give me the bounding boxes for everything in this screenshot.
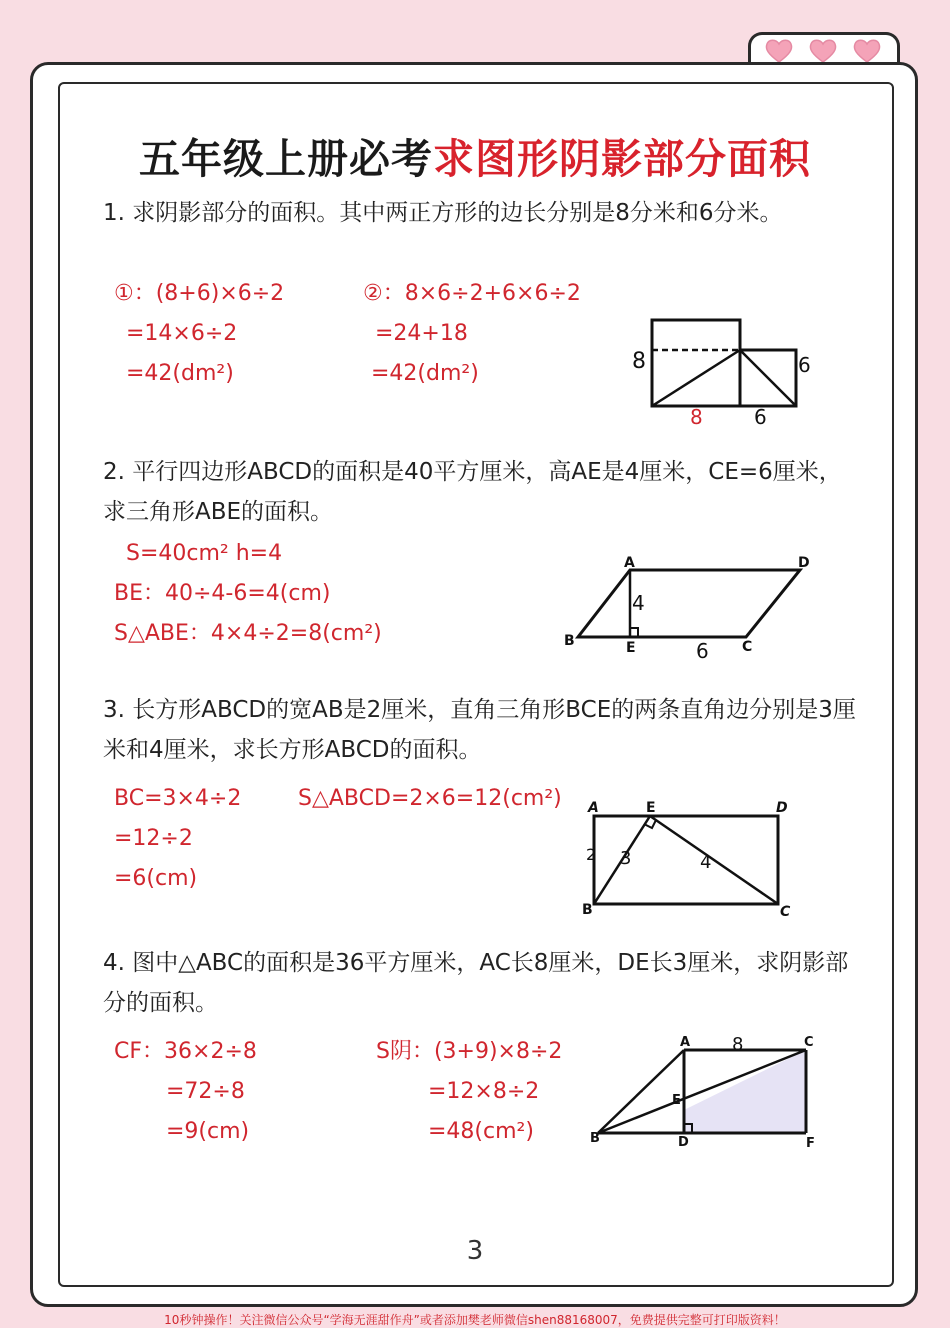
question-2: 2. 平行四边形ABCD的面积是40平方厘米，高AE是4厘米，CE=6厘米，求三角形ABE的面积。: [103, 459, 842, 525]
diagonal-1: [652, 350, 740, 406]
answer-line: =6(cm): [114, 866, 198, 891]
label: D: [776, 800, 788, 816]
label: D: [798, 555, 810, 571]
answer-line: S△ABE：4×4÷2=8(cm²): [114, 621, 382, 646]
heart-icon: [808, 38, 838, 64]
parallelogram: [578, 570, 800, 637]
heart-icon: [764, 38, 794, 64]
page-number: 3: [466, 1236, 484, 1266]
label: A: [680, 1035, 691, 1050]
label: B: [582, 902, 593, 918]
label: 8: [732, 1034, 744, 1055]
answer-line: S阴：(3+9)×8÷2: [376, 1039, 563, 1064]
answer-line: S=40cm² h=4: [126, 541, 283, 566]
question-1: 1. 求阴影部分的面积。其中两正方形的边长分别是8分米和6分米。: [103, 200, 783, 226]
label: B: [564, 633, 575, 649]
square-large: [652, 320, 740, 406]
figure-2: [560, 552, 820, 664]
title-black: 五年级上册必考: [139, 135, 433, 183]
answer-1-method-1: [114, 274, 284, 394]
question-4: 4. 图中△ABC的面积是36平方厘米，AC长8厘米，DE长3厘米，求阴影部分的面积。: [103, 950, 849, 1016]
diagonal-2: [740, 350, 796, 406]
answer-line: =12÷2: [114, 826, 193, 851]
label: E: [626, 640, 636, 656]
label: 3: [620, 848, 632, 869]
answer-line: ②：8×6÷2+6×6÷2: [363, 281, 581, 306]
label: C: [804, 1035, 814, 1050]
answer-line: =48(cm²): [428, 1119, 534, 1144]
label: F: [806, 1136, 815, 1151]
answer-line: =9(cm): [166, 1119, 250, 1144]
label: 4: [700, 852, 712, 873]
answer-line: CF：36×2÷8: [114, 1039, 257, 1064]
heart-icon: [852, 38, 882, 64]
label: E: [646, 800, 656, 816]
label: 6: [754, 405, 767, 429]
label: A: [588, 800, 599, 816]
question-3: 3. 长方形ABCD的宽AB是2厘米，直角三角形BCE的两条直角边分别是3厘米和4厘米，求长方形ABCD的面积。: [103, 697, 856, 763]
label: C: [780, 904, 791, 920]
answer-2: [114, 534, 382, 654]
answer-line: =24+18: [375, 321, 468, 346]
label: 6: [696, 639, 709, 663]
answer-line: =14×6÷2: [126, 321, 238, 346]
figure-3: [576, 796, 806, 920]
label: C: [742, 639, 753, 655]
answer-line: BC=3×4÷2: [114, 786, 242, 811]
label: 8: [690, 405, 703, 429]
answer-3-method-2: [298, 779, 562, 819]
label: E: [672, 1093, 681, 1108]
footer-note: 10秒钟操作！关注微信公众号“学海无涯甜作舟”或者添加樊老师微信shen88168007，免费提供完整可打印版资料！: [164, 1313, 786, 1327]
answer-1-method-2: [363, 274, 581, 394]
page-title: [0, 126, 950, 185]
answer-line: BE：40÷4-6=4(cm): [114, 581, 331, 606]
answer-line: =72÷8: [166, 1079, 245, 1104]
label: 6: [798, 353, 811, 377]
title-red: 求图形阴影部分面积: [433, 135, 811, 183]
label: A: [624, 555, 635, 571]
answer-line: =42(dm²): [371, 361, 479, 386]
answer-line: ①：(8+6)×6÷2: [114, 281, 285, 306]
answer-4-method-1: [114, 1032, 257, 1152]
label: B: [590, 1131, 600, 1146]
answer-line: S△ABCD=2×6=12(cm²): [298, 786, 562, 811]
answer-3-method-1: [114, 779, 241, 899]
label: 8: [632, 349, 646, 374]
answer-line: =12×8÷2: [428, 1079, 540, 1104]
side-ec: [650, 816, 778, 904]
answer-4-method-2: [376, 1032, 562, 1152]
label: 2: [586, 845, 597, 864]
label: 4: [632, 591, 645, 615]
answer-line: =42(dm²): [126, 361, 234, 386]
label: D: [678, 1135, 689, 1150]
figure-4: [586, 1030, 822, 1154]
side-ba: [598, 1050, 684, 1133]
figure-1: [620, 312, 820, 432]
